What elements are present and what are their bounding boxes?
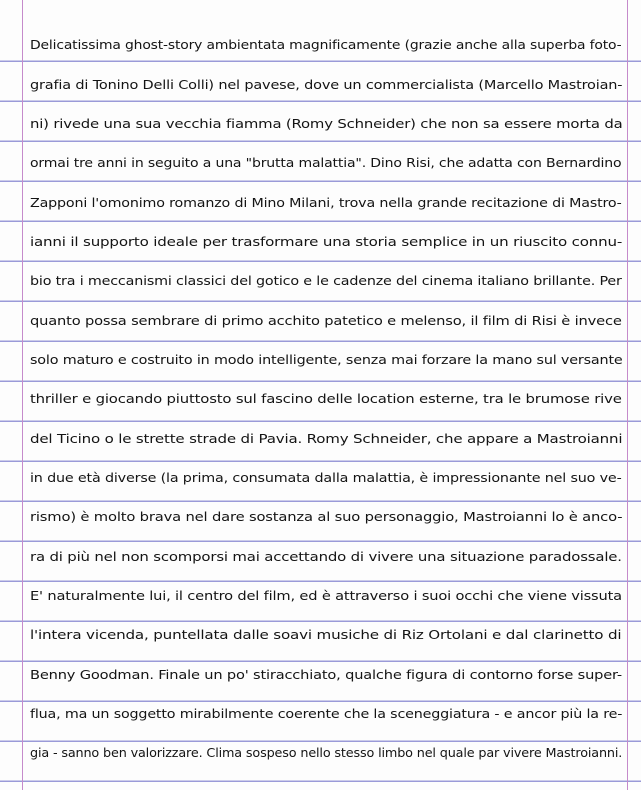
right-margin-line: [627, 0, 628, 790]
text-line-2: grafia di Tonino Delli Colli) nel pavese, dove un commercialista (Marcello Mastroian-: [30, 77, 623, 92]
text-line-11: del Ticino o le strette strade di Pavia. Romy Schneider, che appare a Mastroianni: [30, 431, 623, 446]
text-line-14: ra di più nel non scomporsi mai accettando di vivere una situazione paradossale.: [30, 549, 622, 564]
text-line-4: ormai tre anni in seguito a una "brutta malattia". Dino Risi, che adatta con Bernardino: [30, 155, 622, 170]
text-line-5: Zapponi l'omonimo romanzo di Mino Milani, trova nella grande recitazione di Mastro-: [30, 195, 622, 210]
text-line-18: flua, ma un soggetto mirabilmente coerente che la sceneggiatura - e ancor più la re-: [30, 706, 623, 721]
text-line-19: gia - sanno ben valorizzare. Clima sospeso nello stesso limbo nel quale par vivere Mastroianni.: [30, 745, 623, 760]
text-line-6: ianni il supporto ideale per trasformare una storia semplice in un riuscito connu-: [30, 234, 623, 249]
text-line-1: Delicatissima ghost-story ambientata magnificamente (grazie anche alla superba foto-: [30, 37, 622, 52]
text-line-16: l'intera vicenda, puntellata dalle soavi musiche di Riz Ortolani e dal clarinetto di: [30, 627, 622, 642]
text-line-3: ni) rivede una sua vecchia fiamma (Romy Schneider) che non sa essere morta da: [30, 116, 623, 131]
text-line-7: bio tra i meccanismi classici del gotico e le cadenze del cinema italiano brillante. Per: [30, 273, 622, 288]
text-line-15: E' naturalmente lui, il centro del film, ed è attraverso i suoi occhi che viene vissuta: [30, 588, 622, 603]
text-line-8: quanto possa sembrare di primo acchito patetico e melenso, il film di Risi è invece: [30, 313, 622, 328]
text-line-13: rismo) è molto brava nel dare sostanza al suo personaggio, Mastroianni lo è anco-: [30, 509, 623, 524]
text-line-10: thriller e giocando piuttosto sul fascino delle location esterne, tra le brumose rive: [30, 391, 622, 406]
text-line-12: in due età diverse (la prima, consumata dalla malattia, è impressionante nel suo ve-: [30, 470, 622, 485]
left-margin-line: [22, 0, 23, 790]
text-line-17: Benny Goodman. Finale un po' stiracchiato, qualche figura di contorno forse super-: [30, 667, 623, 682]
text-line-9: solo maturo e costruito in modo intelligente, senza mai forzare la mano sul versante: [30, 352, 623, 367]
